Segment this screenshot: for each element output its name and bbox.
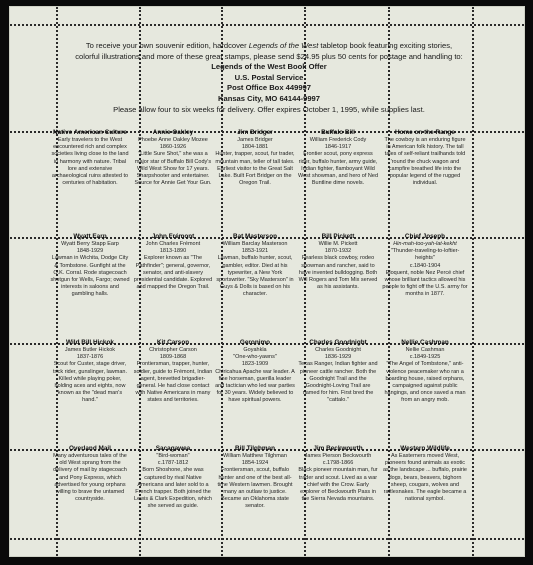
stamp-subtitle: 1809-1868 bbox=[159, 354, 187, 361]
stamp-text bbox=[50, 129, 130, 187]
stamp-subtitle: 1860-1926 bbox=[159, 144, 187, 151]
offer-line-2: colorful illustrations and more of these great stamps, please send $24.95 plus 50 cents for postage and handling to: bbox=[75, 51, 463, 61]
book-offer-header bbox=[65, 41, 473, 125]
stamp-subtitle: "Bird-woman" bbox=[156, 453, 190, 459]
stamp-name: John Frémont bbox=[151, 233, 195, 240]
stamp-subtitle: 1848-1929 bbox=[76, 248, 104, 255]
stamp-text bbox=[215, 339, 295, 405]
stamp-text bbox=[382, 445, 468, 503]
stamp-body: The cowboy is an enduring figure in American folk history. The tall tales of self-reliant trailhands told 'round the chuck wagon and campfire breathed life into the popular legend of the rugged individual. bbox=[384, 137, 466, 187]
stamp-body: Fearless black cowboy, rodeo showman and rancher, said to have invented bulldogging. Both Will Rogers and Tom Mix served as his assistants. bbox=[298, 255, 378, 291]
stamp-body: Texas Ranger, Indian fighter and pioneer cattle rancher. Both the Goodnight Trail and the Goodnight-Loving Trail are named for him. First bred the "cattalo." bbox=[298, 361, 378, 404]
stamp-name: Western Wildlife bbox=[400, 445, 450, 452]
stamp-name: Bill Pickett bbox=[321, 233, 355, 240]
stamp-subtitle: Goyahkla bbox=[243, 347, 267, 353]
stamp-subtitle: c.1849-1925 bbox=[409, 354, 441, 361]
stamp-name: Nellie Cashman bbox=[401, 339, 449, 346]
stamp-subtitle: 1804-1881 bbox=[241, 144, 269, 151]
stamp-body: Early travelers to the West encountered rich and complex societies living close to the land in harmony with nature. Tribal lore and extensive archaeological ruins attested to centuries of habitation. bbox=[51, 137, 129, 187]
stamp-text bbox=[50, 339, 130, 405]
stamp-subtitle: William Matthew Tilghman bbox=[223, 453, 287, 459]
stamp-text bbox=[298, 445, 378, 503]
stamp-text bbox=[298, 339, 378, 405]
stamp-name: Overland Mail bbox=[69, 445, 111, 452]
stamp-subtitle: 1837-1876 bbox=[76, 354, 104, 361]
stamp-subtitle: James Pierson Beckwourth bbox=[304, 453, 372, 459]
stamp-subtitle: Wyatt Berry Stapp Earp bbox=[61, 241, 119, 247]
stamp-body: "Little Sure Shot," she was a major star of Buffalo Bill Cody's Wild West Show for 17 years. Sharpshooter and entertainer. Source for Annie Get Your Gun. bbox=[134, 151, 212, 187]
stamp-body: Black pioneer mountain man, fur trader and scout. Lived as a war chief with the Crow. Early explorer of Beckwourth Pass in the Sierra Nevada mountains. bbox=[298, 467, 378, 503]
stamp-body: Frontiersman, trapper, hunter, soldier, guide to Frémont, Indian agent, brevetted brigadier-general. He had close contact with Native Americans in many states and territories. bbox=[133, 361, 213, 404]
stamp-name: Bat Masterson bbox=[232, 233, 278, 240]
stamp-text bbox=[133, 129, 213, 187]
stamp-subtitle: William Barclay Masterson bbox=[222, 241, 288, 247]
stamp-body: Lawman, buffalo hunter, scout, gambler, editor. Died at his typewriter, a New York sportswriter. "Sky Masterson" in Guys & Dolls is based on his character. bbox=[216, 255, 294, 298]
stamp-subtitle: c.1840-1904 bbox=[409, 262, 441, 269]
address-line-1: Legends of the West Book Offer bbox=[211, 62, 327, 72]
stamp-body: Hunter, trapper, scout, fur trader, mountain man, teller of tall tales. Earliest visitor to the Great Salt Lake. Built Fort Bridger on the Oregon Trail. bbox=[215, 151, 295, 187]
stamp-text bbox=[382, 339, 468, 405]
stamp-sheet bbox=[9, 6, 525, 557]
offer-footer: Please allow four to six weeks for delivery. Offer expires October 1, 1995, while supplies last. bbox=[113, 104, 425, 114]
stamp-subtitle: 1846-1917 bbox=[324, 144, 352, 151]
stamp-text bbox=[215, 233, 295, 299]
stamp-body: Frontier scout, pony express rider, buffalo hunter, army guide, Indian fighter, flamboyant Wild West showman, and hero of Ned Buntline dime novels. bbox=[298, 151, 378, 187]
address-line-3: Post Office Box 449997 bbox=[227, 83, 311, 93]
stamp-name: Annie Oakley bbox=[152, 129, 194, 136]
stamp-subtitle: Phoebe Anne Oakley Mozee bbox=[138, 137, 208, 143]
stamp-text bbox=[298, 233, 378, 291]
perforation-line bbox=[10, 538, 524, 540]
stamp-text bbox=[133, 445, 213, 511]
stamp-text bbox=[382, 233, 468, 299]
stamp-subtitle: Willie M. Pickett bbox=[318, 241, 358, 247]
stamp-body: Explorer known as "The Pathfinder"; general, governor, senator, and anti-slavery presidential candidate. Explored and mapped the Oregon Trail. bbox=[133, 255, 213, 291]
stamp-body: Lawman in Wichita, Dodge City & Tombstone. Gunfight at the O.K. Corral. Rode stagecoach shotgun for Wells, Fargo; owned interests in saloons and gambling halls. bbox=[50, 255, 130, 298]
stamp-name: Chief Joseph bbox=[404, 233, 446, 240]
stamp-text bbox=[298, 129, 378, 187]
stamp-name: Sacagawea bbox=[155, 445, 191, 452]
stamp-subtitle: c.1798-1866 bbox=[322, 460, 354, 467]
stamp-subtitle: John Charles Frémont bbox=[145, 241, 201, 247]
stamp-subtitle: William Frederick Cody bbox=[309, 137, 367, 143]
stamp-name: Jim Beckwourth bbox=[313, 445, 363, 452]
stamp-text bbox=[382, 129, 468, 187]
address-line-2: U.S. Postal Service bbox=[234, 72, 304, 82]
stamp-body: "The Angel of Tombstone," anti-violence peacemaker who ran a boarding house, raised orphans, campaigned against public hangings, and once saved a man from an angry mob. bbox=[384, 361, 466, 404]
stamp-name: Wyatt Earp bbox=[73, 233, 107, 240]
stamp-subtitle: 1853-1921 bbox=[241, 248, 269, 255]
stamp-name: Home on the Range bbox=[394, 129, 455, 136]
stamp-subtitle: 1813-1890 bbox=[159, 248, 187, 255]
stamp-name: Buffalo Bill bbox=[321, 129, 355, 136]
stamp-name: Bill Tilghman bbox=[234, 445, 275, 452]
stamp-subtitle: James Bridger bbox=[237, 137, 273, 143]
stamp-body: Frontiersman, scout, buffalo hunter and one of the best all-time Western lawmen. Brought many an outlaw to justice. Became an Oklahoma state senator. bbox=[217, 467, 293, 510]
stamp-text bbox=[133, 233, 213, 291]
stamp-name: Kit Carson bbox=[156, 339, 190, 346]
book-title: Legends of the West bbox=[248, 41, 319, 50]
stamp-text bbox=[215, 445, 295, 511]
stamp-body: Scout for Custer, stage driver, trick rider, gunslinger, lawman. Killed while playing poker, holding aces and eights, now known as the "dead man's hand." bbox=[53, 361, 127, 404]
stamp-body: Chiricahua Apache war leader. A fine horseman, guerilla leader and tactician who led war parties for 30 years. Widely believed to have spiritual powers. bbox=[215, 368, 295, 404]
stamp-subtitle: Charles Goodnight bbox=[315, 347, 361, 353]
stamp-subtitle: James Butler Hickok bbox=[64, 347, 116, 353]
stamp-text bbox=[215, 129, 295, 187]
stamp-subtitle: 1823-1909 bbox=[241, 361, 269, 368]
stamp-subtitle: Hin-mah-too-yah-lat-kekht bbox=[393, 241, 457, 247]
stamp-subtitle: 1836-1929 bbox=[324, 354, 352, 361]
stamp-subtitle: Nellie Cashman bbox=[405, 347, 445, 353]
stamp-name: Wild Bill Hickok bbox=[66, 339, 114, 346]
stamp-body: As Easterners moved West, pioneers found animals as exotic as the landscape ... buffalo, prairie dogs, bears, beavers, bighorn sheep, cougars, wolves and rattlesnakes. The eagle became a national symbol. bbox=[383, 453, 467, 503]
stamp-body: Many adventurous tales of the old West sprang from the delivery of mail by stagecoach and Pony Express, which advertised for young orphans willing to brave the untamed countryside. bbox=[53, 453, 127, 503]
stamp-body: Eloquent, noble Nez Percé chief whose brilliant tactics allowed his people to fight off the U.S. army for months in 1877. bbox=[382, 269, 468, 298]
offer-intro: To receive your own souvenir edition, hardcover Legends of the West tabletop book featuring exciting stories, bbox=[85, 41, 453, 50]
stamp-subtitle: "Thunder-traveling-to-loftier-heights" bbox=[390, 248, 460, 262]
stamp-name: Native American Culture bbox=[53, 129, 127, 136]
stamp-text bbox=[50, 445, 130, 503]
stamp-subtitle: Christopher Carson bbox=[149, 347, 197, 353]
stamp-subtitle: c.1787-1812 bbox=[157, 460, 189, 467]
stamp-subtitle: 1854-1924 bbox=[241, 460, 269, 467]
perforation-line bbox=[10, 24, 524, 26]
stamp-text bbox=[50, 233, 130, 299]
stamp-name: Geronimo bbox=[239, 339, 271, 346]
stamp-subtitle: 1870-1932 bbox=[324, 248, 352, 255]
stamp-text bbox=[133, 339, 213, 405]
stamp-subtitle: "One-who-yawns" bbox=[233, 354, 277, 361]
stamp-name: Jim Bridger bbox=[237, 129, 273, 136]
stamp-name: Charles Goodnight bbox=[309, 339, 367, 346]
stamp-body: Born Shoshone, she was captured by rival Native Americans and later sold to a French trapper. Both joined the Lewis & Clark Expedition, which she served as guide. bbox=[134, 467, 212, 510]
address-line-4: Kansas City, MO 64144-9997 bbox=[217, 93, 320, 103]
